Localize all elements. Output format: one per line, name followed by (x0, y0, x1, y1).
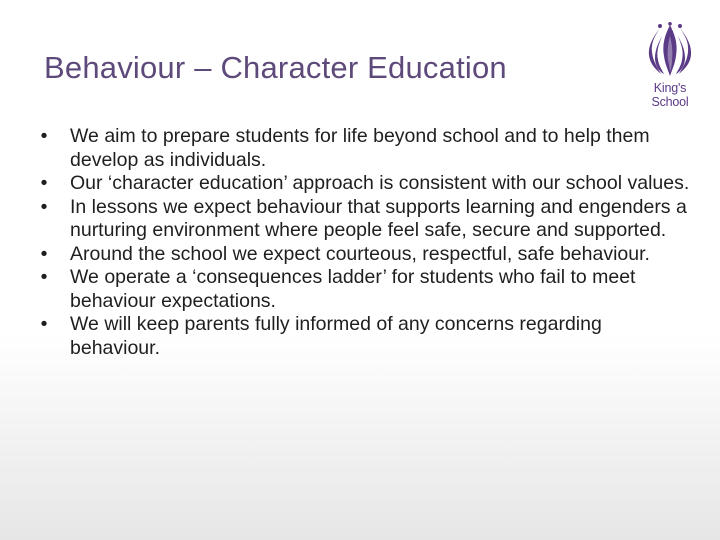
logo-line-2: School (651, 95, 689, 109)
kings-school-logo (638, 22, 702, 118)
logo-wordmark (638, 81, 702, 109)
bullet-item (34, 266, 694, 313)
bullet-item (34, 313, 694, 360)
bullet-item (34, 172, 694, 196)
bullet-marker: • (40, 313, 48, 335)
bullet-marker: • (40, 242, 48, 265)
bullet-marker: • (40, 195, 48, 218)
bullet-text: We will keep parents fully informed of any concerns regarding behaviour. (70, 313, 602, 359)
slide-title: Behaviour – Character Education (44, 50, 507, 85)
logo-line-1: King's (653, 81, 687, 95)
bullet-text: In lessons we expect behaviour that supports learning and engenders a nurturing environment where people feel safe, secure and supported. (70, 195, 687, 241)
bullet-text: Our ‘character education’ approach is consistent with our school values. (70, 172, 690, 194)
bullet-item (34, 125, 694, 172)
bullet-text: We aim to prepare students for life beyond school and to help them develop as individuals. (70, 125, 650, 171)
bullet-marker: • (40, 266, 48, 288)
bullet-text: Around the school we expect courteous, respectful, safe behaviour. (70, 242, 650, 265)
bullet-item (34, 243, 694, 267)
bullet-item (34, 196, 694, 243)
bullet-list (34, 125, 694, 360)
bullet-marker: • (40, 125, 48, 147)
bullet-marker: • (40, 172, 48, 194)
flame-emblem-icon (638, 22, 702, 82)
bullet-text: We operate a ‘consequences ladder’ for students who fail to meet behaviour expectations. (70, 266, 636, 312)
